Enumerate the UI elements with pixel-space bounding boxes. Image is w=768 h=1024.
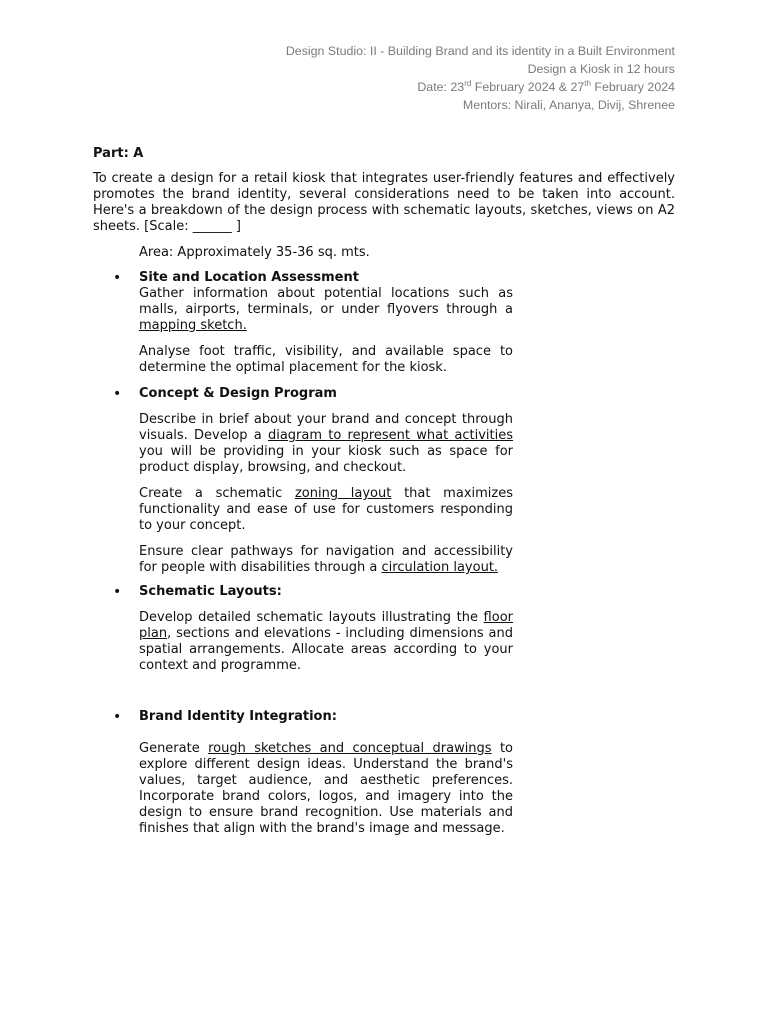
section-paragraph: Develop detailed schematic layouts illustrating the floor plan, sections and elevations - including dimensions and spatial arrangements. Allocate areas according to your context and programme. (139, 610, 513, 673)
underlined-term: circulation layout. (381, 560, 499, 575)
bullet: • (113, 386, 122, 402)
section-paragraph: Analyse foot traffic, visibility, and available space to determine the optimal placement for the kiosk. (139, 344, 513, 375)
section-title: Site and Location Assessment (139, 270, 359, 285)
section-title: Schematic Layouts: (139, 584, 282, 599)
section-concept-program (113, 386, 513, 576)
underlined-term: floor plan (139, 610, 513, 641)
section-paragraph: Ensure clear pathways for navigation and accessibility for people with disabilities through a circulation layout. (139, 544, 513, 575)
bullet: • (113, 270, 122, 286)
underlined-term: rough sketches and conceptual drawings (208, 741, 492, 756)
assignment-title: Design a Kiosk in 12 hours (527, 62, 675, 76)
underlined-term: diagram to represent what activities (267, 428, 513, 443)
section-brand-identity (113, 709, 513, 837)
section-schematic-layouts (113, 584, 513, 674)
bullet: • (113, 709, 122, 725)
section-paragraph: Describe in brief about your brand and concept through visuals. Develop a diagram to represent what activities you will be providing in your kiosk such as space for product display, browsing, and checkout. (139, 412, 513, 475)
section-paragraph: Create a schematic zoning layout that maximizes functionality and ease of use for customers responding to your concept. (139, 486, 513, 533)
bullet: • (113, 584, 122, 600)
section-site-assessment (113, 270, 513, 376)
mentors-line: Mentors: Nirali, Ananya, Divij, Shrenee (462, 98, 675, 112)
intro-paragraph: To create a design for a retail kiosk that integrates user-friendly features and effectively promotes the brand identity, several considerations need to be taken into account. Here's a breakdown of the design process with schematic layouts, sketches, views on A2 sheets. [Scale: ______ ] (93, 171, 675, 234)
part-title: Part: A (93, 146, 144, 161)
underlined-term: zoning layout (294, 486, 392, 501)
date-line: Date: 23rd February 2024 & 27th February 2024 (417, 79, 675, 94)
section-paragraph: Generate rough sketches and conceptual drawings to explore different design ideas. Understand the brand's values, target audience, and aesthetic preferences. Incorporate brand colors, logos, and imagery into the design to ensure brand recognition. Use materials and finishes that align with the brand's image and message. (139, 741, 513, 836)
underlined-term: mapping sketch. (139, 318, 247, 333)
section-title: Concept & Design Program (139, 386, 337, 401)
section-title: Brand Identity Integration: (139, 709, 337, 724)
area-note: Area: Approximately 35-36 sq. mts. (139, 245, 370, 260)
course-title: Design Studio: II - Building Brand and its identity in a Built Environment (285, 44, 675, 58)
document-header (286, 42, 675, 114)
section-paragraph: Gather information about potential locations such as malls, airports, terminals, or under flyovers through a mapping sketch. (139, 286, 513, 333)
